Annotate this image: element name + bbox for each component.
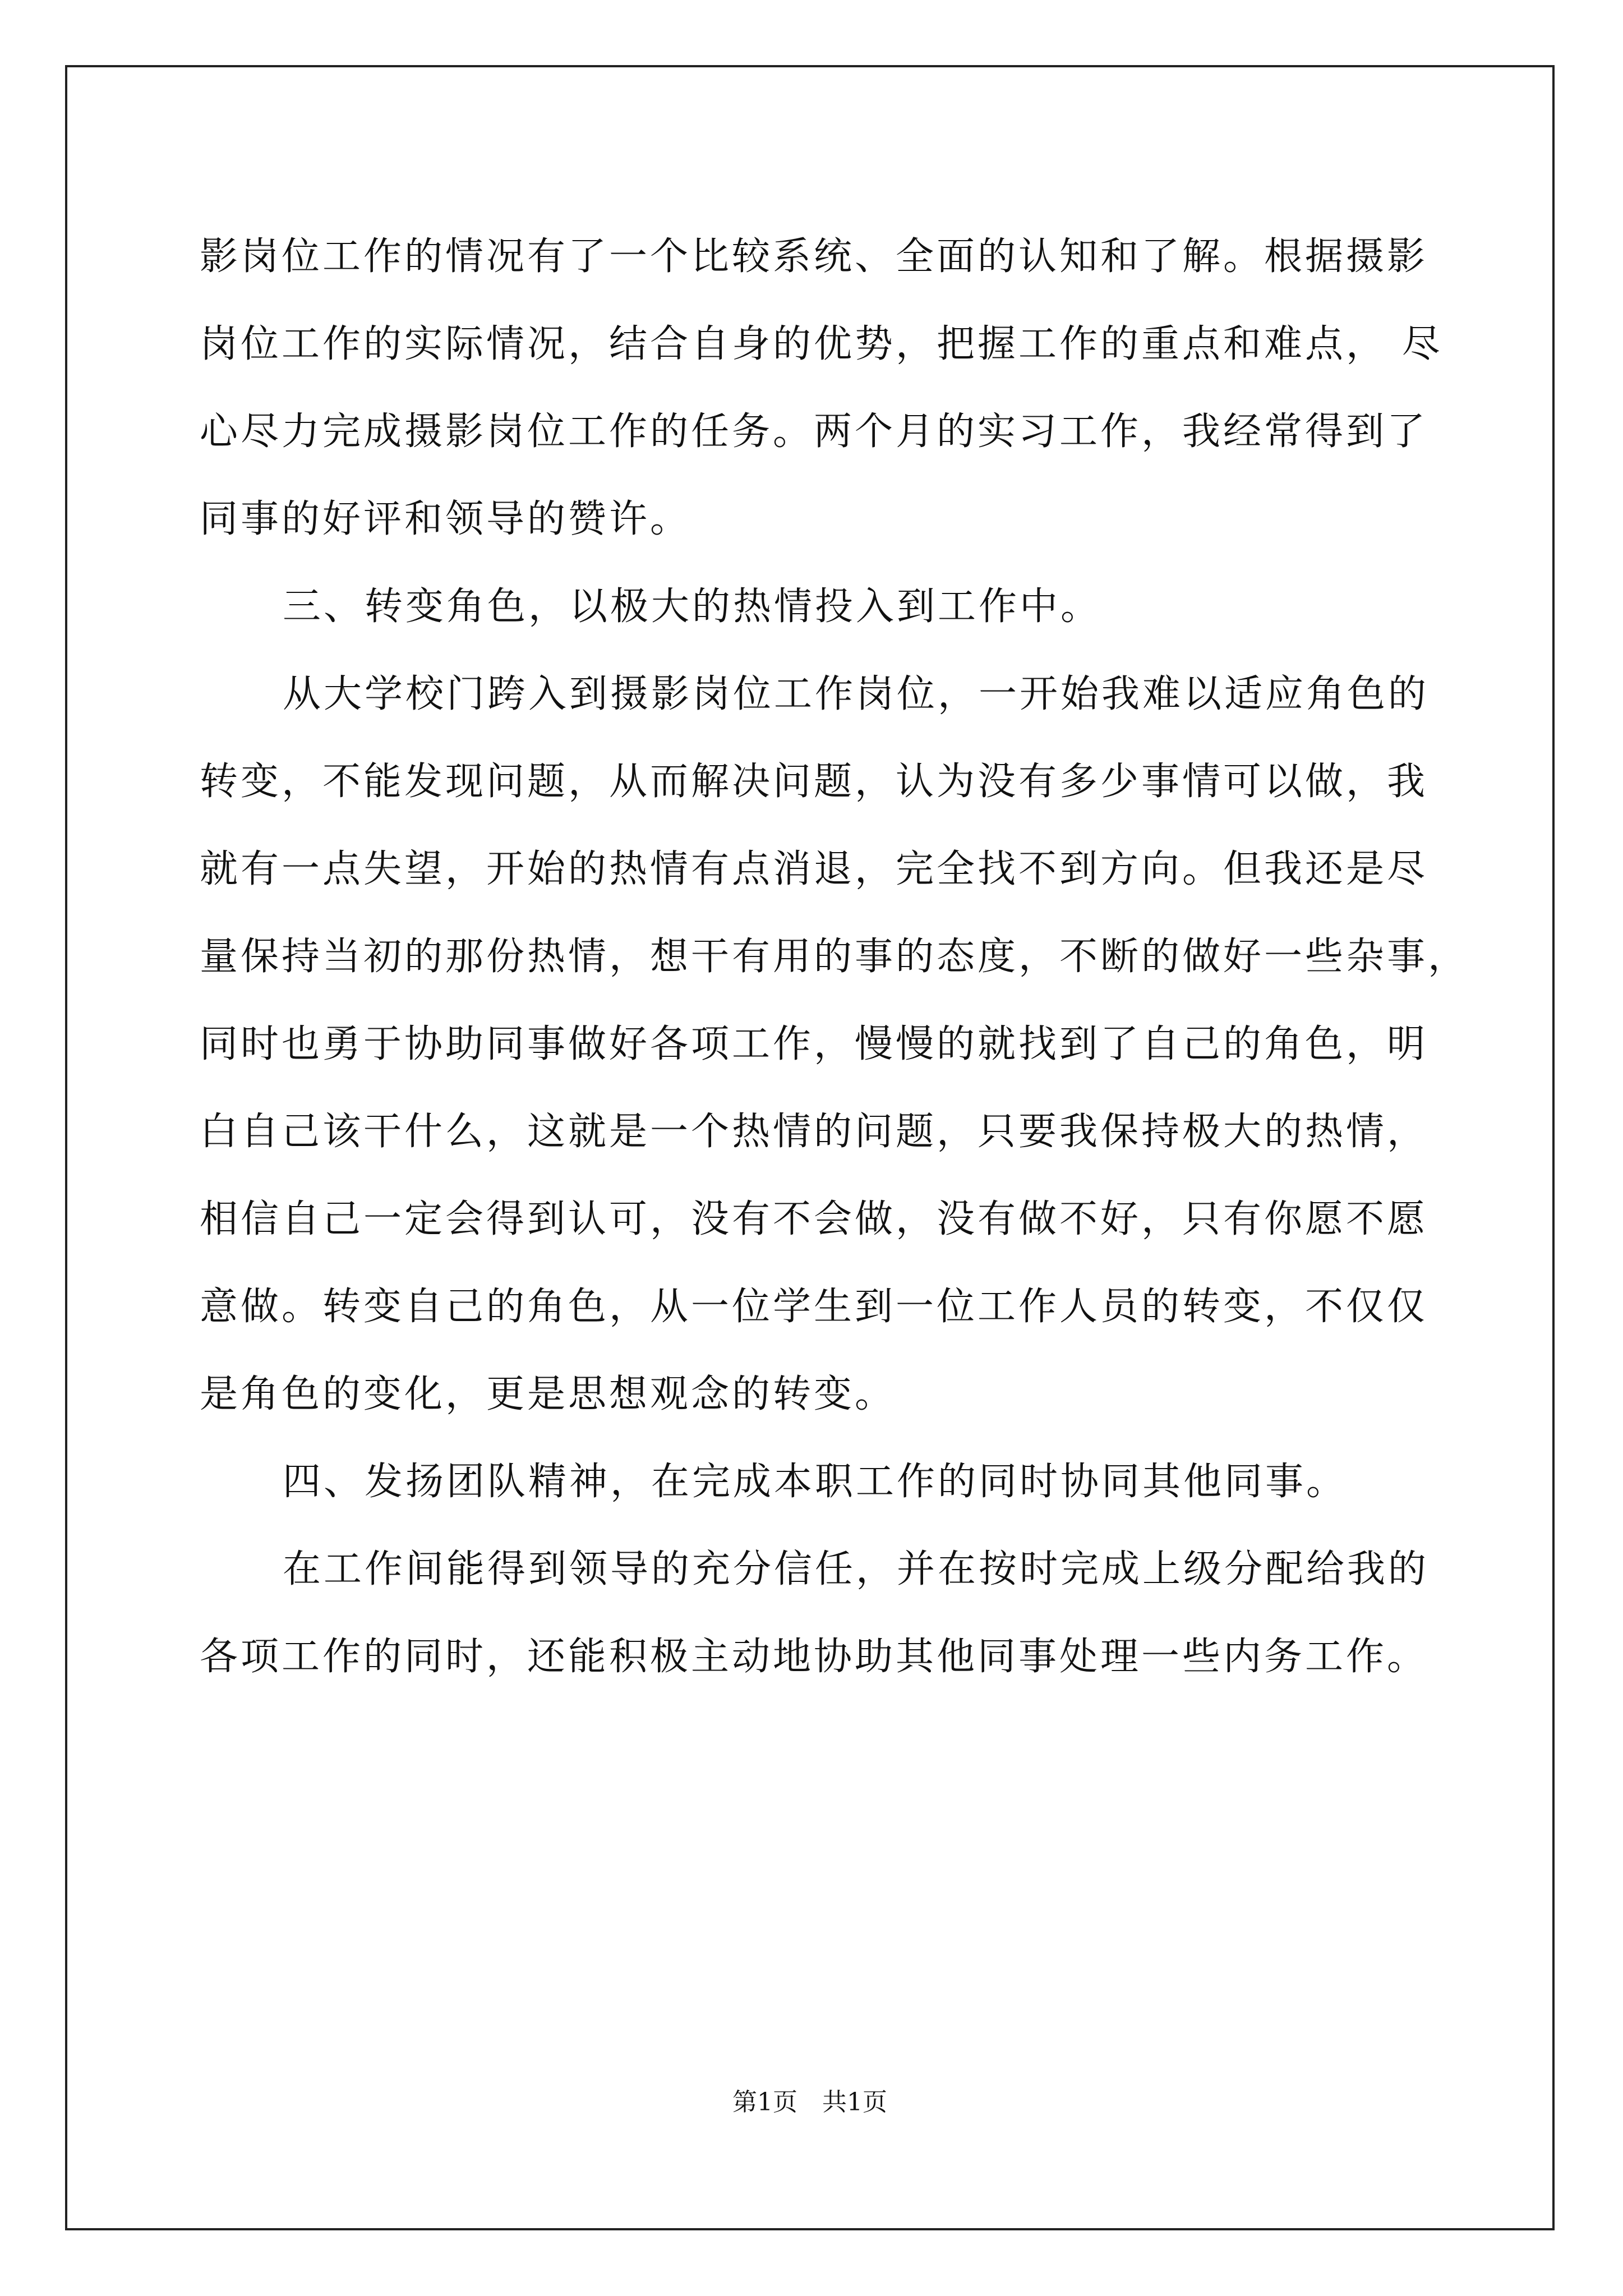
text-line: 影岗位工作的情况有了一个比较系统、全面的认知和了解。根据摄影 — [200, 234, 1428, 279]
text-line: 在工作间能得到领导的充分信任，并在按时完成上级分配给我的 — [283, 1547, 1430, 1591]
page-total: 共1页 — [822, 2088, 887, 2116]
text-line: 意做。转变自己的角色，从一位学生到一位工作人员的转变，不仅仅 — [200, 1285, 1428, 1329]
text-line: 白自己该干什么，这就是一个热情的问题，只要我保持极大的热情， — [200, 1110, 1428, 1154]
text-line: 从大学校门跨入到摄影岗位工作岗位，一开始我难以适应角色的 — [283, 672, 1430, 716]
page-footer — [65, 2086, 1555, 2119]
text-line: 是角色的变化，更是思想观念的转变。 — [200, 1372, 896, 1416]
section-heading: 三、转变角色，以极大的热情投入到工作中。 — [283, 585, 1102, 629]
text-line: 就有一点失望，开始的热情有点消退，完全找不到方向。但我还是尽 — [200, 847, 1428, 891]
text-line: 同时也勇于协助同事做好各项工作，慢慢的就找到了自己的角色，明 — [200, 1022, 1428, 1066]
text-line: 岗位工作的实际情况，结合自身的优势，把握工作的重点和难点， 尽 — [200, 322, 1443, 366]
text-line: 量保持当初的那份热情，想干有用的事的态度，不断的做好一些杂事， — [200, 935, 1469, 979]
text-line: 相信自己一定会得到认可，没有不会做，没有做不好，只有你愿不愿 — [200, 1197, 1428, 1241]
text-line: 转变，不能发现问题，从而解决问题，认为没有多少事情可以做，我 — [200, 760, 1428, 804]
page-number: 第1页 — [732, 2088, 797, 2116]
document-body — [200, 213, 1469, 1701]
text-line: 同事的好评和领导的赞许。 — [200, 497, 691, 541]
section-heading: 四、发扬团队精神，在完成本职工作的同时协同其他同事。 — [283, 1460, 1348, 1504]
text-line: 心尽力完成摄影岗位工作的任务。两个月的实习工作，我经常得到了 — [200, 409, 1428, 454]
text-line: 各项工作的同时，还能积极主动地协助其他同事处理一些内务工作。 — [200, 1635, 1428, 1679]
